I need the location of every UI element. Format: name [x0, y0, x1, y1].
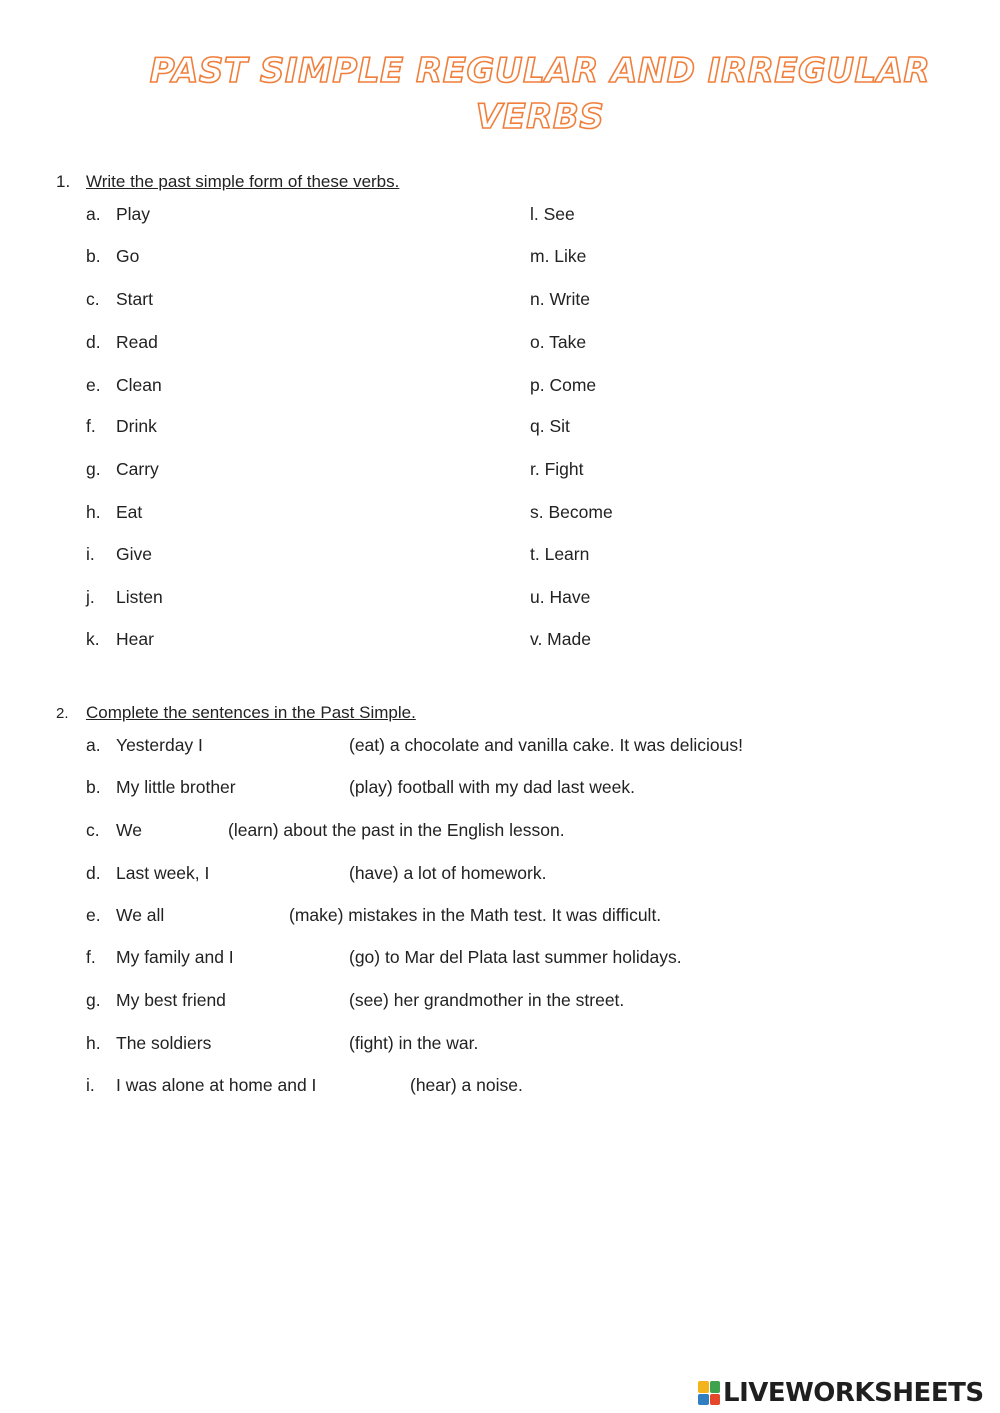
sentence-item [86, 947, 966, 971]
sentence-item [86, 990, 966, 1014]
item-letter: c. [86, 289, 100, 309]
sentence-end: (fight) in the war. [349, 1033, 479, 1053]
verb-item: o. Take [530, 332, 587, 352]
logo-text: LIVEWORKSHEETS [723, 1378, 984, 1408]
sentence-letter: f. [86, 947, 96, 967]
verb-item: p. Come [530, 375, 597, 395]
sentence-letter: h. [86, 1033, 101, 1053]
title-line-1: PAST SIMPLE REGULAR AND IRREGULAR [149, 51, 931, 91]
item-verb: Carry [116, 459, 159, 479]
sentence-item [86, 820, 966, 844]
sentence-end: (play) football with my dad last week. [349, 777, 635, 797]
verb-item: m. Like [530, 246, 587, 266]
liveworksheets-logo-mark-icon [698, 1381, 720, 1405]
verb-item: u. Have [530, 587, 591, 607]
exercise-1-instruction: Write the past simple form of these verbs. [86, 172, 400, 191]
item-letter: f. [86, 416, 96, 436]
verb-item: q. Sit [530, 416, 570, 436]
item-verb: Play [116, 204, 151, 224]
title-line-2: VERBS [475, 97, 605, 137]
item-verb: Clean [116, 375, 162, 395]
sentence-letter: c. [86, 820, 100, 840]
sentence-start: My family and I [116, 947, 234, 967]
item-letter: j. [86, 587, 95, 607]
item-verb: Hear [116, 629, 154, 649]
exercise-2-number: 2. [56, 705, 69, 722]
item-letter: k. [86, 629, 100, 649]
sentence-letter: b. [86, 777, 101, 797]
item-verb: Give [116, 544, 152, 564]
sentence-letter: g. [86, 990, 101, 1010]
item-letter: b. [86, 246, 101, 266]
item-letter: i. [86, 544, 95, 564]
sentence-item [86, 735, 966, 759]
sentence-end: (see) her grandmother in the street. [349, 990, 625, 1010]
verb-item: n. Write [530, 289, 590, 309]
sentence-start: I was alone at home and I [116, 1075, 317, 1095]
sentence-end: (have) a lot of homework. [349, 863, 547, 883]
liveworksheets-logo [698, 1378, 984, 1408]
item-verb: Start [116, 289, 153, 309]
exercise-2-instruction: Complete the sentences in the Past Simple. [86, 703, 416, 722]
sentence-item [86, 1033, 966, 1057]
sentence-letter: a. [86, 735, 101, 755]
item-verb: Drink [116, 416, 157, 436]
sentence-item [86, 777, 966, 801]
sentence-end: (eat) a chocolate and vanilla cake. It was delicious! [349, 735, 743, 755]
sentence-letter: e. [86, 905, 101, 925]
item-letter: d. [86, 332, 101, 352]
item-verb: Read [116, 332, 158, 352]
sentence-item [86, 905, 966, 929]
exercise-1-heading [56, 172, 399, 192]
sentence-item [86, 863, 966, 887]
exercise-1-number: 1. [56, 172, 71, 191]
item-letter: e. [86, 375, 101, 395]
item-verb: Listen [116, 587, 163, 607]
sentence-start: Last week, I [116, 863, 210, 883]
sentence-end: (go) to Mar del Plata last summer holidays. [349, 947, 682, 967]
worksheet-title [100, 48, 980, 140]
sentence-start: We [116, 820, 142, 840]
item-letter: h. [86, 502, 101, 522]
verb-item: r. Fight [530, 459, 584, 479]
verb-item: l. See [530, 204, 575, 224]
sentence-letter: i. [86, 1075, 95, 1095]
item-letter: a. [86, 204, 101, 224]
sentence-end: (learn) about the past in the English lesson. [228, 820, 565, 840]
sentence-start: We all [116, 905, 165, 925]
sentence-end: (hear) a noise. [410, 1075, 523, 1095]
verb-item: t. Learn [530, 544, 590, 564]
sentence-start: My best friend [116, 990, 226, 1010]
sentence-end: (make) mistakes in the Math test. It was difficult. [289, 905, 662, 925]
verb-item: v. Made [530, 629, 591, 649]
sentence-item [86, 1075, 966, 1099]
exercise-2-heading [56, 703, 416, 723]
sentence-letter: d. [86, 863, 101, 883]
item-verb: Go [116, 246, 140, 266]
item-verb: Eat [116, 502, 143, 522]
sentence-start: Yesterday I [116, 735, 203, 755]
sentence-start: The soldiers [116, 1033, 212, 1053]
sentence-start: My little brother [116, 777, 236, 797]
item-letter: g. [86, 459, 101, 479]
verb-item: s. Become [530, 502, 613, 522]
